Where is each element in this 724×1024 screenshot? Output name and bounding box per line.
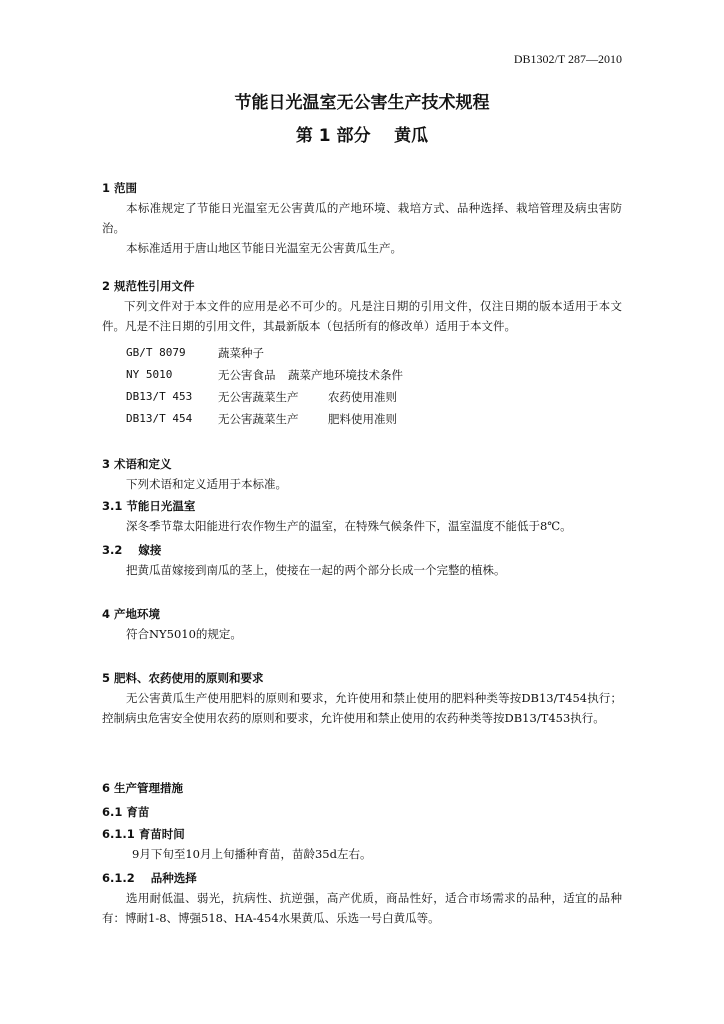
- section-6-1-1-heading: 6.1.1 育苗时间: [102, 827, 185, 841]
- section-6-1-2-text: 选用耐低温、弱光，抗病性、抗逆强，高产优质，商品性好，适合市场需求的品种，适宜的品种有：博耐1-8、博强518、HA-454水果黄瓜、乐选一号白黄瓜等。: [102, 891, 622, 925]
- ref-code: NY 5010: [126, 368, 173, 381]
- section-1-heading: 1 范围: [102, 181, 138, 195]
- ref-code: DB13/T 454: [126, 412, 193, 425]
- section-5-heading: 5 肥料、农药使用的原则和要求: [102, 671, 264, 685]
- section-6-heading: 6 生产管理措施: [102, 781, 184, 795]
- ref-code: DB13/T 453: [126, 390, 193, 403]
- section-3-1-heading: 3.1 节能日光温室: [102, 499, 196, 513]
- ref-title: 无公害蔬菜生产: [218, 390, 299, 404]
- section-4-text: 符合NY5010的规定。: [126, 627, 242, 641]
- section-6-1-1-text: 9月下旬至10月上旬播种育苗，苗龄35d左右。: [132, 847, 372, 861]
- document-title: 节能日光温室无公害生产技术规程: [234, 93, 490, 113]
- document-part-title: 第 1 部分 黄瓜: [295, 126, 429, 146]
- section-3-1-text: 深冬季节靠太阳能进行农作物生产的温室，在特殊气候条件下，温室温度不能低于8℃。: [126, 519, 572, 533]
- section-3-2-text: 把黄瓜苗嫁接到南瓜的茎上，使接在一起的两个部分长成一个完整的植株。: [126, 563, 506, 577]
- document-number: DB1302/T 287—2010: [513, 52, 622, 66]
- section-3-heading: 3 术语和定义: [102, 457, 172, 471]
- section-6-1-heading: 6.1 育苗: [102, 805, 150, 819]
- ref-title: 蔬菜种子: [218, 346, 264, 360]
- section-3-2-heading: 3.2 嫁接: [102, 543, 162, 557]
- section-1-paragraph-2: 本标准适用于唐山地区节能日光温室无公害黄瓜生产。: [126, 241, 402, 255]
- section-1-paragraph-1: 本标准规定了节能日光温室无公害黄瓜的产地环境、栽培方式、品种选择、栽培管理及病虫害防治。: [102, 201, 622, 235]
- section-3-paragraph: 下列术语和定义适用于本标准。: [126, 477, 287, 491]
- section-6-1-2-heading: 6.1.2 品种选择: [102, 871, 197, 885]
- section-2-heading: 2 规范性引用文件: [102, 279, 195, 293]
- ref-subtitle: 肥料使用准则: [328, 412, 397, 426]
- ref-title: 无公害食品: [218, 368, 276, 382]
- ref-subtitle: 农药使用准则: [328, 390, 397, 404]
- ref-code: GB/T 8079: [126, 346, 186, 359]
- section-4-heading: 4 产地环境: [102, 607, 161, 621]
- ref-title: 无公害蔬菜生产: [218, 412, 299, 426]
- section-5-text: 无公害黄瓜生产使用肥料的原则和要求，允许使用和禁止使用的肥料种类等按DB13/T454执行；控制病虫危害安全使用农药的原则和要求，允许使用和禁止使用的农药种类等按DB13/T453执行。: [102, 691, 622, 725]
- ref-subtitle: 蔬菜产地环境技术条件: [288, 368, 403, 382]
- section-2-paragraph: 下列文件对于本文件的应用是必不可少的。凡是注日期的引用文件，仅注日期的版本适用于本文件。凡是不注日期的引用文件，其最新版本（包括所有的修改单）适用于本文件。: [102, 299, 622, 333]
